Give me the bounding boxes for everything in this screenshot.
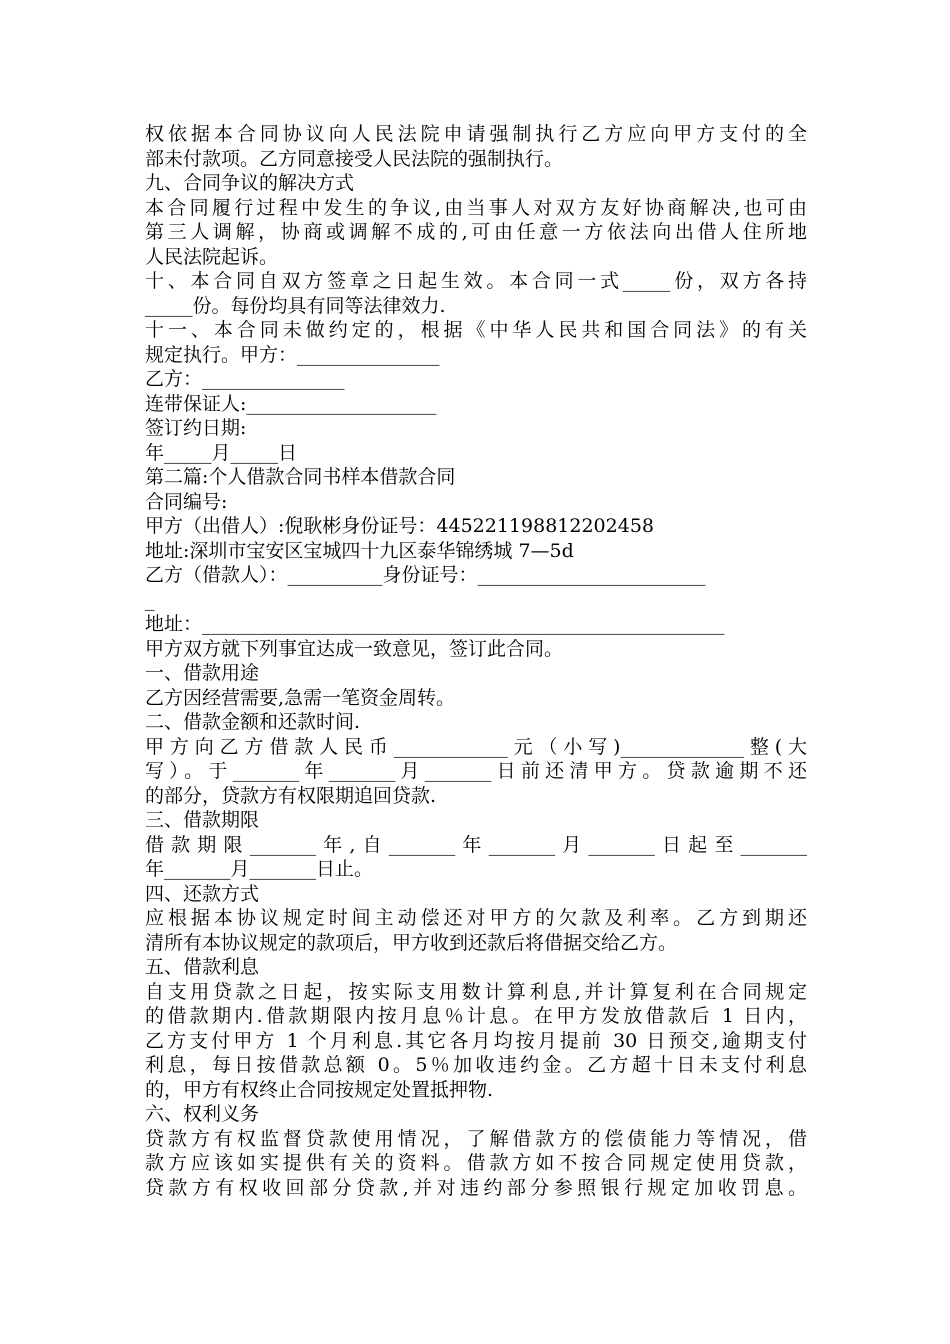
text-line: _ <box>145 588 155 611</box>
text-line: 清所有本协议规定的款项后，甲方收到还款后将借据交给乙方。 <box>145 931 678 954</box>
text-line: 款方应该如实提供有关的资料。借款方如不按合同规定使用贷款， <box>145 1152 807 1174</box>
signature-party-a: 规定执行。甲方：_______________ <box>145 343 440 366</box>
text-line: _____份。每份均具有同等法律效力. <box>145 294 446 317</box>
text-line: 利息，每日按借款总额 0。5％加收违约金。乙方超十日未支付利息 <box>145 1054 807 1076</box>
text-line: 本合同履行过程中发生的争议,由当事人对双方友好协商解决,也可由 <box>145 196 807 219</box>
text-line: 贷款方有权监督贷款使用情况，了解借款方的偿债能力等情况，借 <box>145 1127 807 1150</box>
section-heading: 九、合同争议的解决方式 <box>145 172 355 194</box>
text-line: 乙方支付甲方 1 个月利息.其它各月均按月提前 30 日预交,逾期支付 <box>145 1029 807 1052</box>
signature-guarantor: 连带保证人:____________________ <box>145 392 437 415</box>
signature-party-b: 乙方：_______________ <box>145 368 345 390</box>
text-line: 十、本合同自双方签章之日起生效。本合同一式_____份，双方各持 <box>145 270 807 292</box>
text-line: 的，甲方有权终止合同按规定处置抵押物. <box>145 1078 494 1101</box>
text-line: 借款期限_______年,自_______年_______月_______日起至_______ <box>145 833 807 856</box>
text-line: 年_______月_______日止。 <box>145 858 374 880</box>
party-a-info: 甲方（出借人）:倪耿彬身份证号：445221198812202458 <box>145 515 654 537</box>
text-line: 甲方双方就下列事宜达成一致意见，签订此合同。 <box>145 637 564 660</box>
section-heading: 四、还款方式 <box>145 882 260 905</box>
section-heading: 五、借款利息 <box>145 956 260 978</box>
text-line: 十一、本合同未做约定的，根据《中华人民共和国合同法》的有关 <box>145 319 807 341</box>
text-line: 第三人调解，协商或调解不成的,可由任意一方依法向出借人住所地 <box>145 221 807 243</box>
text-line: 写）。于_______年_______月_______日前还清甲方。贷款逾期不还 <box>145 760 807 782</box>
text-line: 的借款期内.借款期限内按月息％计息。在甲方发放借款后 1 日内， <box>145 1005 807 1027</box>
text-line: 权依据本合同协议向人民法院申请强制执行乙方应向甲方支付的全 <box>145 123 807 145</box>
section-heading: 二、借款金额和还款时间. <box>145 711 361 733</box>
document-title: 第二篇:个人借款合同书样本借款合同 <box>145 466 456 488</box>
contract-number: 合同编号: <box>145 490 228 513</box>
text-line: 甲方向乙方借款人民币____________元（小写)_____________整(大 <box>145 735 807 758</box>
text-line: 应根据本协议规定时间主动偿还对甲方的欠款及利率。乙方到期还 <box>145 907 807 929</box>
party-b-info: 乙方（借款人）：__________身份证号：________________________ <box>145 564 706 586</box>
text-line: 的部分，贷款方有权限期追回贷款. <box>145 784 437 807</box>
section-heading: 三、借款期限 <box>145 809 260 831</box>
text-line: 部未付款项。乙方同意接受人民法院的强制执行。 <box>145 147 564 170</box>
signing-date: 年_____月_____日 <box>145 441 298 464</box>
text-line: 贷款方有权收回部分贷款,并对违约部分参照银行规定加收罚息。 <box>145 1176 807 1199</box>
text-line: 人民法院起诉。 <box>145 245 279 268</box>
text-line: 自支用贷款之日起，按实际支用数计算利息,并计算复利在合同规定 <box>145 980 807 1003</box>
party-b-address: 地址：_______________________________________________________ <box>145 613 725 635</box>
party-a-address: 地址:深圳市宝安区宝城四十九区泰华锦绣城 7—5d <box>145 539 574 562</box>
text-line: 乙方因经营需要,急需一笔资金周转。 <box>145 686 456 709</box>
signing-date-label: 签订约日期: <box>145 417 247 439</box>
document-body <box>145 122 807 1200</box>
section-heading: 一、借款用途 <box>145 662 260 684</box>
section-heading: 六、权利义务 <box>145 1103 260 1125</box>
